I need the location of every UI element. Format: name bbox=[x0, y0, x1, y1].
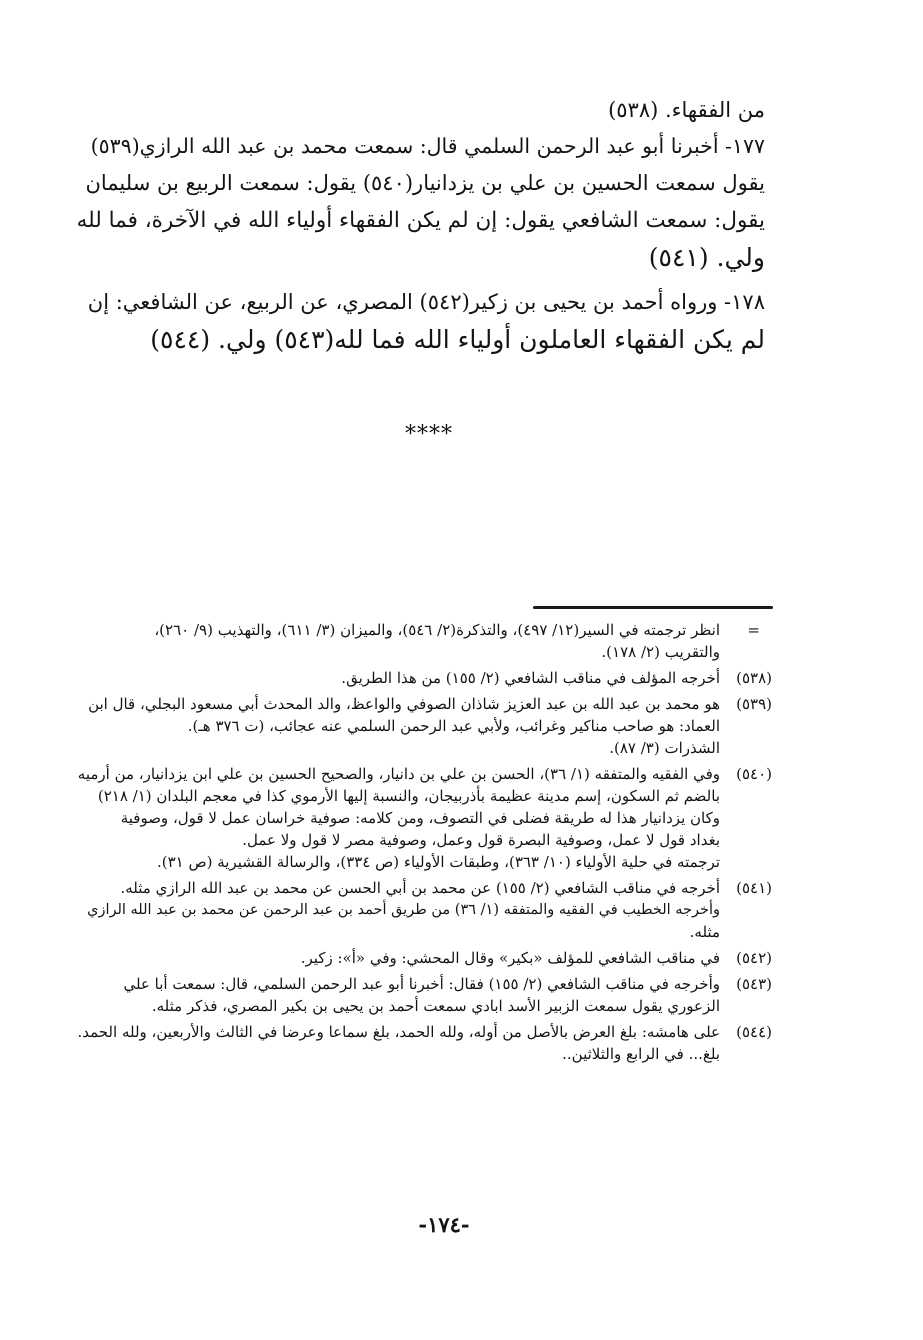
footnote-line: بالضم ثم السكون، إسم مدينة عظيمة بأذربيجان، والنسبة إليها الأرموي كذا في معجم البلدان (١/ ٢١٨) bbox=[97, 787, 720, 805]
footnote-line: مثله. bbox=[689, 923, 720, 941]
footnote bbox=[72, 973, 772, 1017]
footnote-number: = bbox=[747, 621, 760, 639]
footnote-number: (٥٤٠) bbox=[736, 765, 772, 783]
footnote-line: وأخرجه في مناقب الشافعي (٢/ ١٥٥) فقال: أخبرنا أبو عبد الرحمن السلمي، قال: سمعت أبا علي bbox=[123, 975, 720, 993]
footnote-line: الشذرات (٣/ ٨٧). bbox=[609, 739, 720, 757]
footnote-rule bbox=[533, 606, 773, 609]
main-line: من الفقهاء. (٥٣٨) bbox=[608, 98, 765, 122]
footnote bbox=[72, 667, 772, 689]
main-line: يقول: سمعت الشافعي يقول: إن لم يكن الفقهاء أولياء الله في الآخرة، فما لله bbox=[76, 208, 765, 233]
footnote-line: هو محمد بن عبد الله بن عبد العزيز شاذان الصوفي والواعظ، والد المحدث أبي مسعود البجلي، قال ابن bbox=[88, 695, 720, 713]
footnote-line: في مناقب الشافعي للمؤلف «بكير» وقال المحشي: وفي «أ»: زكير. bbox=[300, 949, 720, 967]
footnotes bbox=[72, 619, 772, 1065]
footnote-number: (٥٤٤) bbox=[736, 1023, 772, 1041]
main-line: لم يكن الفقهاء العاملون أولياء الله فما لله(٥٤٣) ولي. (٥٤٤) bbox=[150, 325, 765, 354]
footnote-number: (٥٤٢) bbox=[736, 949, 772, 967]
main-line: ١٧٧- أخبرنا أبو عبد الرحمن السلمي قال: سمعت محمد بن عبد الله الرازي(٥٣٩) bbox=[90, 134, 765, 158]
footnote-line: أخرجه في مناقب الشافعي (٢/ ١٥٥) عن محمد بن أبي الحسن عن محمد بن عبد الله الرازي مثله. bbox=[120, 879, 720, 897]
footnote-line: والتقريب (٢/ ١٧٨). bbox=[601, 643, 720, 661]
footnote-line: ترجمته في حلية الأولياء (١٠/ ٣٦٣)، وطبقات الأولياء (ص ٣٣٤)، والرسالة القشيرية (ص ٣١). bbox=[156, 853, 720, 871]
main-line: ولي. (٥٤١) bbox=[648, 243, 765, 272]
section-separator: **** bbox=[405, 422, 453, 447]
footnote-number: (٥٣٨) bbox=[736, 669, 772, 687]
footnote-number: (٥٤١) bbox=[736, 879, 772, 897]
main-text bbox=[75, 92, 765, 358]
footnote-number: (٥٤٣) bbox=[736, 975, 772, 993]
footnote-line: وكان يزدانيار هذا له طريقة فضلى في التصوف، ومن كلامه: صوفية خراسان عمل لا قول، وصوفية bbox=[120, 809, 720, 827]
footnote-line: بغداد قول لا عمل، وصوفية البصرة قول وعمل، وصوفية مصر لا قول ولا عمل. bbox=[242, 831, 720, 849]
footnote-line: وأخرجه الخطيب في الفقيه والمتفقه (١/ ٣٦) من طريق أحمد بن عبد الرحمن عن محمد بن عبد الله الرازي bbox=[87, 902, 720, 918]
footnote-number: (٥٣٩) bbox=[736, 695, 772, 713]
footnote-line: أخرجه المؤلف في مناقب الشافعي (٢/ ١٥٥) من هذا الطريق. bbox=[341, 669, 720, 687]
footnote-line: على هامشه: بلغ العرض بالأصل من أوله، ولله الحمد، بلغ سماعا وعرضا في الثالث والأربعين، ولله الحمد. bbox=[77, 1023, 720, 1041]
footnote bbox=[72, 619, 772, 663]
page-number: -١٧٤- bbox=[418, 1212, 470, 1237]
footnote-line: بلغ... في الرابع والثلاثين.. bbox=[562, 1045, 720, 1063]
footnote bbox=[72, 693, 772, 759]
footnote bbox=[72, 1021, 772, 1065]
footnote-line: الزعوري يقول سمعت الزبير الأسد ابادي سمعت أحمد بن يحيى بن بكير المصري، فذكر مثله. bbox=[151, 997, 720, 1015]
footnote-line: وفي الفقيه والمتفقه (١/ ٣٦)، الحسن بن علي بن دانيار، والصحيح الحسين بن علي ابن يزدانيار، من أرميه bbox=[77, 765, 720, 783]
footnote bbox=[72, 877, 772, 943]
main-line: يقول سمعت الحسين بن علي بن يزدانيار(٥٤٠) يقول: سمعت الربيع بن سليمان bbox=[85, 171, 765, 195]
main-line: ١٧٨- ورواه أحمد بن يحيى بن زكير(٥٤٢) المصري، عن الربيع، عن الشافعي: إن bbox=[87, 290, 765, 314]
footnote bbox=[72, 763, 772, 873]
footnote bbox=[72, 947, 772, 969]
footnote-line: العماد: هو صاحب مناكير وغرائب، ولأبي عبد الرحمن السلمي عنه عجائب، (ت ٣٧٦ هـ). bbox=[187, 717, 720, 735]
footnote-line: انظر ترجمته في السير(١٢/ ٤٩٧)، والتذكرة(٢/ ٥٤٦)، والميزان (٣/ ٦١١)، والتهذيب (٩/ ٢٦٠)، bbox=[154, 621, 720, 639]
